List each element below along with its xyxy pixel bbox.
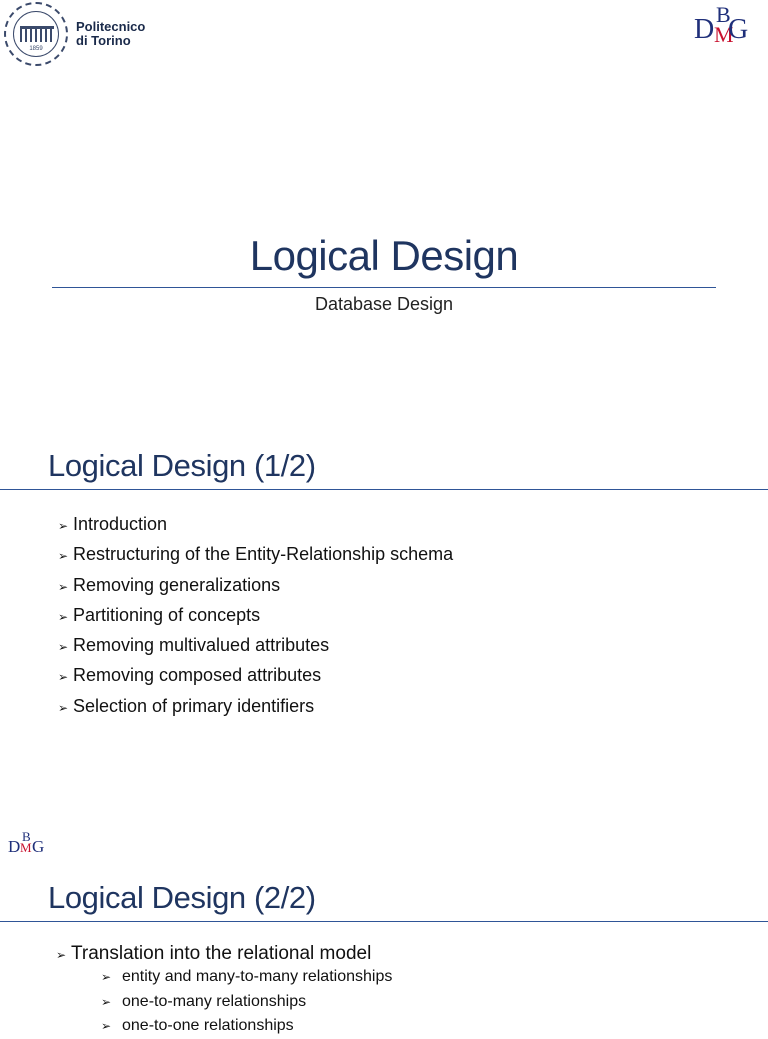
arrow-bullet-icon: ➢ (101, 1019, 112, 1033)
list-item: ➢ Introduction (58, 510, 453, 540)
seal-year: 1859 (29, 46, 43, 52)
list-item: ➢ Translation into the relational model (56, 941, 371, 968)
dbmg-letter-m: M (714, 22, 734, 47)
arrow-bullet-icon: ➢ (58, 670, 69, 685)
dbmg-letter-m: M (20, 840, 32, 855)
section-divider (0, 921, 768, 922)
dbmg-letter-d: D (694, 14, 715, 45)
sub-list-item: ➢ one-to-many relationships (101, 990, 392, 1015)
sub-list-item: ➢ one-to-one relationships (101, 1014, 392, 1039)
sub-bullet-list (101, 965, 392, 1039)
dbmg-letter-b: B (716, 2, 731, 27)
list-item: ➢ Removing multivalued attributes (58, 631, 453, 661)
logo-line-2: di Torino (76, 33, 131, 48)
arrow-bullet-icon: ➢ (58, 640, 69, 655)
polito-seal-icon (4, 2, 68, 66)
bullet-list (56, 941, 371, 968)
bullet-list (58, 510, 453, 722)
outline-slide-1 (0, 410, 768, 820)
polito-logo-text (76, 20, 145, 48)
sub-list-item: ➢ entity and many-to-many relationships (101, 965, 392, 990)
outline-slide-2 (0, 820, 768, 1034)
section-title: Logical Design (2/2) (48, 880, 316, 915)
dbmg-logo (694, 2, 749, 50)
slide-subtitle: Database Design (314, 294, 454, 314)
list-item: ➢ Removing composed attributes (58, 661, 453, 691)
arrow-bullet-icon: ➢ (101, 970, 112, 984)
slide-title: Logical Design (249, 232, 519, 279)
arrow-bullet-icon: ➢ (58, 519, 69, 533)
arrow-bullet-icon: ➢ (58, 609, 69, 624)
dbmg-letter-b: B (22, 829, 31, 844)
dbmg-letter-g: G (32, 837, 45, 856)
title-divider (52, 287, 716, 288)
section-divider (0, 489, 768, 490)
list-item: ➢ Partitioning of concepts (58, 601, 453, 631)
arrow-bullet-icon: ➢ (101, 994, 112, 1009)
dbmg-letter-d: D (8, 837, 21, 856)
list-item: ➢ Restructuring of the Entity-Relationship schema (58, 540, 453, 570)
arrow-bullet-icon: ➢ (58, 579, 69, 594)
dbmg-logo-small (8, 828, 48, 858)
arrow-bullet-icon: ➢ (56, 948, 67, 962)
section-title: Logical Design (1/2) (48, 448, 316, 483)
polito-logo (4, 2, 145, 66)
dbmg-letter-g: G (728, 14, 749, 45)
title-slide (0, 0, 768, 410)
list-item: ➢ Removing generalizations (58, 571, 453, 601)
arrow-bullet-icon: ➢ (58, 549, 69, 564)
logo-line-1: Politecnico (76, 19, 146, 34)
arrow-bullet-icon: ➢ (58, 700, 69, 715)
list-item: ➢ Selection of primary identifiers (58, 692, 453, 722)
